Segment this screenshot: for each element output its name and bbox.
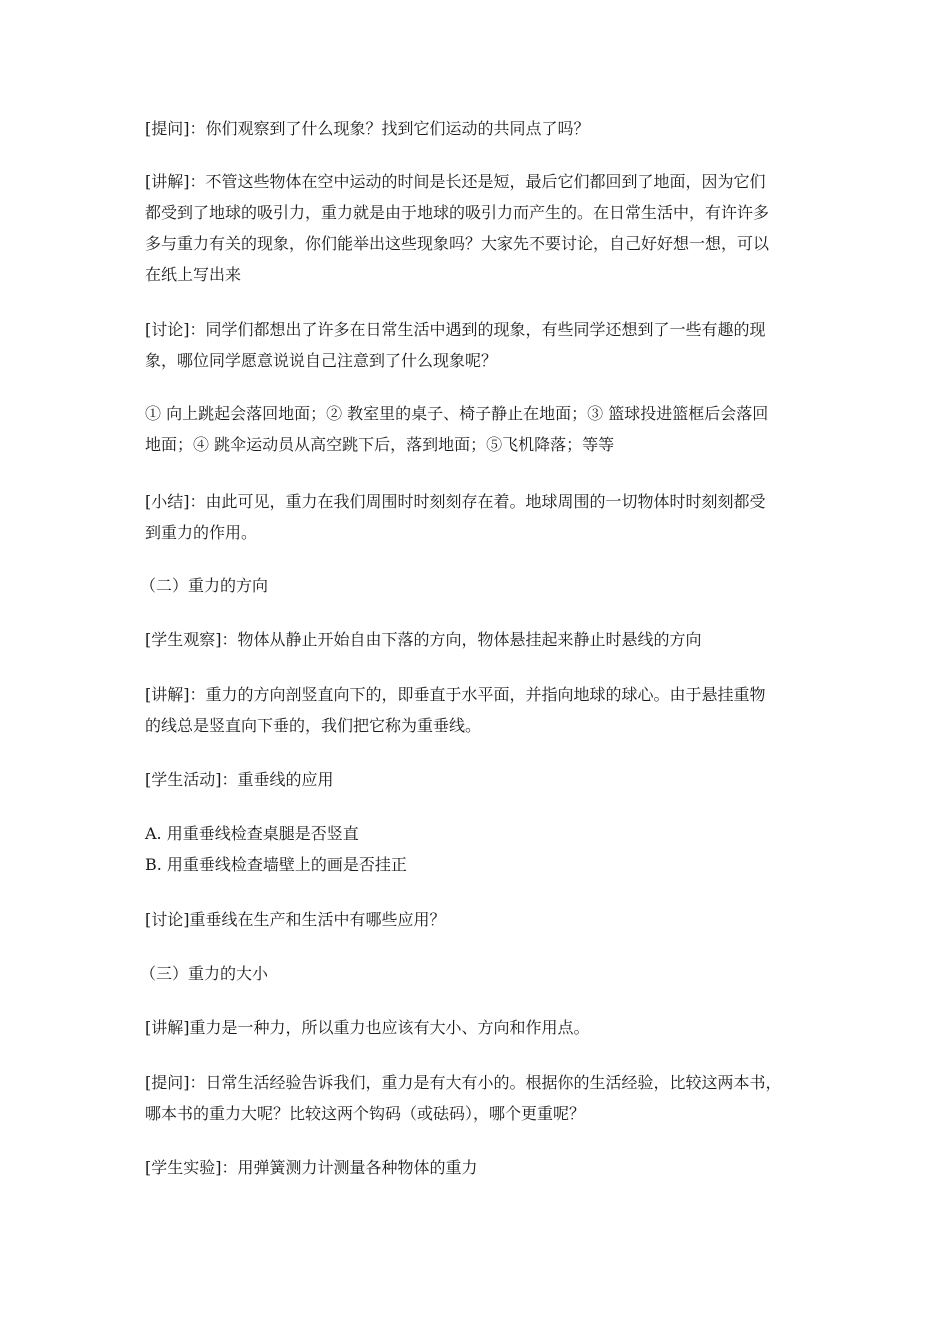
paragraph-activity-options <box>145 818 810 880</box>
text-line: [讲解]重力是一种力，所以重力也应该有大小、方向和作用点。 <box>145 1018 590 1037</box>
paragraph-explanation-3 <box>145 1012 810 1043</box>
paragraph-question-2 <box>145 1067 810 1129</box>
paragraph-student-activity <box>145 764 810 795</box>
text-line: [讨论]：同学们都想出了许多在日常生活中遇到的现象，有些同学还想到了一些有趣的现 <box>145 320 766 339</box>
section-heading-direction <box>140 570 805 601</box>
text-line: [学生观察]：物体从静止开始自由下落的方向，物体悬挂起来静止时悬线的方向 <box>145 630 702 649</box>
list-item: A. 用重垂线检查桌腿是否竖直 <box>145 824 359 843</box>
paragraph-discussion-1 <box>145 314 810 376</box>
text-line: 象，哪位同学愿意说说自己注意到了什么现象呢？ <box>145 351 498 370</box>
paragraph-discussion-2 <box>145 904 810 935</box>
text-line: ① 向上跳起会落回地面；② 教室里的桌子、椅子静止在地面；③ 篮球投进篮框后会落回 <box>145 404 769 423</box>
paragraph-explanation-1 <box>145 166 810 290</box>
text-line: [小结]：由此可见，重力在我们周围时时刻刻存在着。地球周围的一切物体时时刻刻都受 <box>145 492 766 511</box>
text-line: 多与重力有关的现象，你们能举出这些现象吗？大家先不要讨论，自己好好想一想，可以 <box>145 234 770 253</box>
paragraph-examples-list <box>145 398 810 460</box>
paragraph-question-1 <box>145 113 810 144</box>
text-line: 地面；④ 跳伞运动员从高空跳下后，落到地面；⑤飞机降落；等等 <box>145 435 615 454</box>
text-line: 都受到了地球的吸引力，重力就是由于地球的吸引力而产生的。在日常生活中，有许许多 <box>145 203 770 222</box>
section-heading-magnitude <box>140 958 805 989</box>
paragraph-explanation-2 <box>145 679 810 741</box>
text-line: [提问]：你们观察到了什么现象？找到它们运动的共同点了吗？ <box>145 119 590 138</box>
text-line: [讨论]重垂线在生产和生活中有哪些应用？ <box>145 910 446 929</box>
text-line: [讲解]：重力的方向剖竖直向下的，即垂直于水平面，并指向地球的球心。由于悬挂重物 <box>145 685 766 704</box>
text-line: 在纸上写出来 <box>145 265 242 284</box>
text-line: 哪本书的重力大呢？比较这两个钩码（或砝码），哪个更重呢？ <box>145 1104 586 1123</box>
paragraph-student-observation <box>145 624 810 655</box>
text-line: [提问]：日常生活经验告诉我们，重力是有大有小的。根据你的生活经验，比较这两本书， <box>145 1073 782 1092</box>
paragraph-student-experiment <box>145 1152 810 1183</box>
text-line: 的线总是竖直向下垂的，我们把它称为重垂线。 <box>145 716 482 735</box>
text-line: （二）重力的方向 <box>140 576 269 595</box>
text-line: [学生活动]：重垂线的应用 <box>145 770 334 789</box>
text-line: （三）重力的大小 <box>140 964 269 983</box>
list-item: B. 用重垂线检查墙壁上的画是否挂正 <box>145 855 407 874</box>
paragraph-summary <box>145 486 810 548</box>
text-line: 到重力的作用。 <box>145 523 258 542</box>
text-line: [讲解]：不管这些物体在空中运动的时间是长还是短，最后它们都回到了地面，因为它们 <box>145 172 766 191</box>
text-line: [学生实验]：用弹簧测力计测量各种物体的重力 <box>145 1158 478 1177</box>
